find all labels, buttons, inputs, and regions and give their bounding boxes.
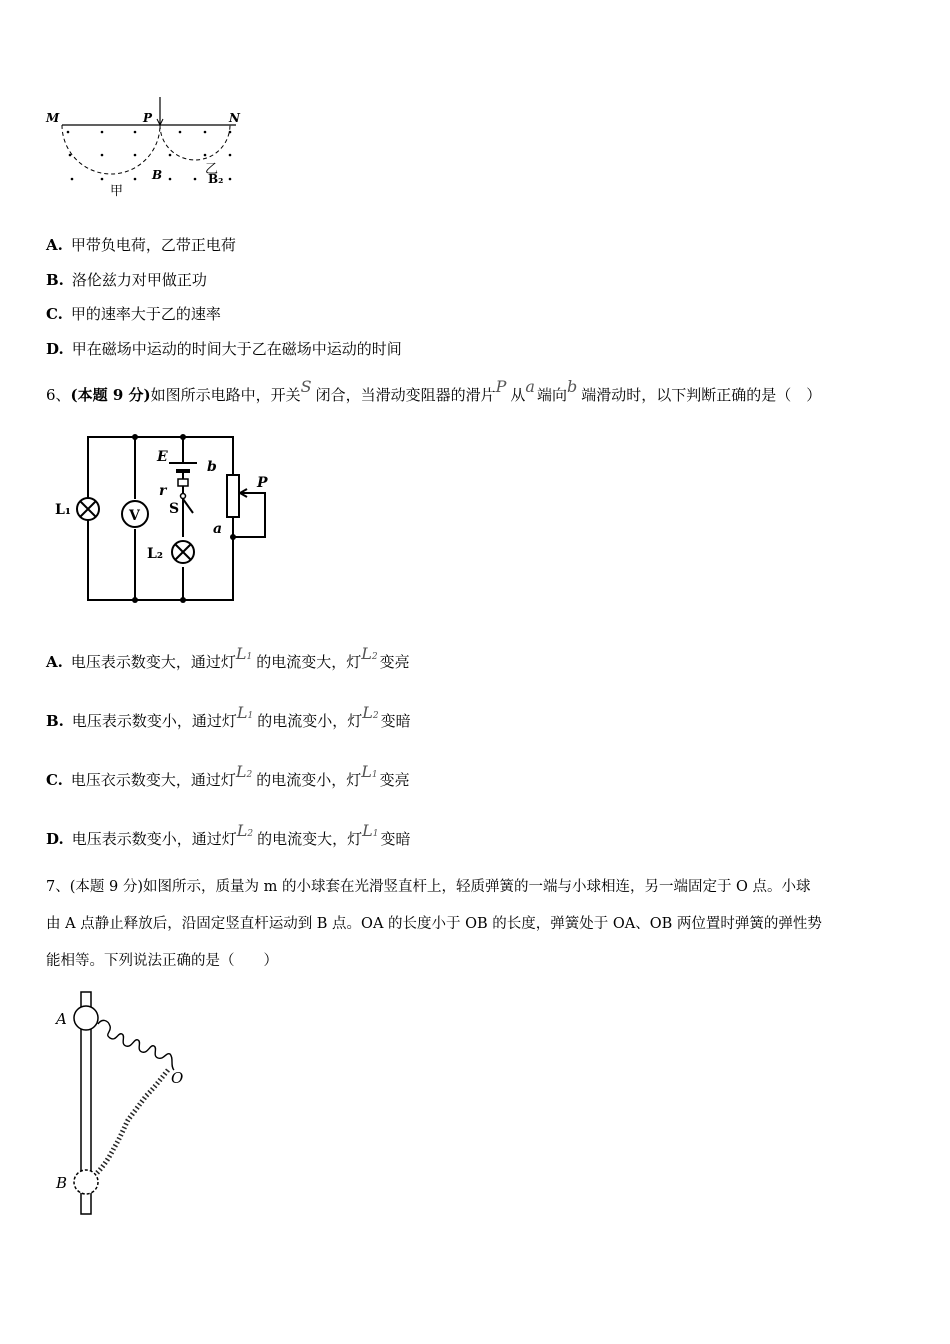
question-score: (本题 9 分) xyxy=(70,386,151,404)
fig2-label-P: P xyxy=(257,475,268,491)
option-text: 的电流变小，灯 xyxy=(256,771,362,789)
lamp-subscript: 1 xyxy=(371,770,378,780)
lamp-symbol xyxy=(237,703,253,722)
lamp-symbol xyxy=(361,644,377,663)
option-text: 变亮 xyxy=(379,771,410,789)
circuit-figure xyxy=(45,425,295,620)
option-letter: D. xyxy=(46,340,64,358)
lamp-symbol xyxy=(236,644,252,663)
fig2-label-L1: L₁ xyxy=(55,502,71,518)
option-letter: C. xyxy=(46,771,63,789)
lamp-symbol xyxy=(236,762,252,781)
option-letter: B. xyxy=(46,271,64,289)
option-text: 甲的速率大于乙的速率 xyxy=(70,305,221,323)
q7-stem-line-1: 7、(本题 9 分)如图所示，质量为 m 的小球套在光滑竖直杆上，轻质弹簧的一端与小球相连，另一端固定于 O 点。小球 xyxy=(46,879,811,895)
fig1-label-B: B xyxy=(152,168,163,182)
lamp-symbol xyxy=(237,821,253,840)
lamp-subscript: 1 xyxy=(372,829,379,839)
q6-option-a xyxy=(46,644,410,675)
fig3-label-O: O xyxy=(171,1069,184,1087)
lamp-letter: L xyxy=(235,762,247,781)
option-text: 甲在磁场中运动的时间大于乙在磁场中运动的时间 xyxy=(71,340,402,358)
lamp-subscript: 2 xyxy=(372,711,379,721)
lamp-letter: L xyxy=(236,821,248,840)
stem-text: 如图所示电路中，开关 xyxy=(150,386,301,404)
stem-text: 从 xyxy=(510,386,526,404)
fig3-label-B: B xyxy=(56,1174,68,1192)
fig1-label-jia: 甲 xyxy=(110,184,124,199)
fig1-label-B2: B₂ xyxy=(208,172,224,186)
fig2-label-a: a xyxy=(213,521,223,537)
option-text: 变暗 xyxy=(380,712,411,730)
fig1-label-yi: 乙 xyxy=(205,162,219,177)
q6-option-b xyxy=(46,703,411,734)
option-letter: B. xyxy=(46,712,64,730)
option-text: 变暗 xyxy=(380,830,411,848)
fig3-label-A: A xyxy=(56,1010,67,1028)
option-text: 甲带负电荷，乙带正电荷 xyxy=(70,236,236,254)
lamp-subscript: 2 xyxy=(247,829,254,839)
option-text: 电压表示数变大，通过灯 xyxy=(70,653,236,671)
fig1-label-N: N xyxy=(229,111,240,125)
magnetic-field-figure xyxy=(40,95,250,205)
fig2-label-E: E xyxy=(157,449,168,465)
lamp-letter: L xyxy=(362,821,373,840)
q6-stem xyxy=(46,377,822,405)
fig2-label-r: r xyxy=(159,483,167,499)
lamp-subscript: 1 xyxy=(247,711,254,721)
option-text: 的电流变大，灯 xyxy=(257,830,363,848)
q5-option-a xyxy=(46,235,236,255)
q7-stem-line-3: 能相等。下列说法正确的是（ ） xyxy=(46,953,278,969)
lamp-symbol xyxy=(362,821,378,840)
q6-option-c xyxy=(46,762,410,793)
stem-text: 闭合，当滑动变阻器的滑片 xyxy=(315,386,496,404)
option-text: 电压衣示数变大，通过灯 xyxy=(70,771,236,789)
symbol-b: b xyxy=(566,377,578,396)
symbol-P: P xyxy=(495,377,507,396)
option-text: 的电流变小，灯 xyxy=(257,712,363,730)
stem-text: 端滑动时，以下判断正确的是（ ） xyxy=(581,386,822,404)
q5-option-c xyxy=(46,304,221,324)
fig2-label-V: V xyxy=(129,508,140,524)
lamp-letter: L xyxy=(235,644,247,663)
option-text: 的电流变大，灯 xyxy=(256,653,362,671)
option-letter: C. xyxy=(46,305,63,323)
option-text: 电压表示数变小，通过灯 xyxy=(71,712,237,730)
lamp-subscript: 2 xyxy=(371,652,378,662)
lamp-letter: L xyxy=(362,703,373,722)
fig2-label-b: b xyxy=(207,459,217,475)
lamp-letter: L xyxy=(361,762,372,781)
fig1-label-P: P xyxy=(143,111,153,125)
fig2-label-L2: L₂ xyxy=(147,546,163,562)
option-text: 电压表示数变小，通过灯 xyxy=(71,830,237,848)
q5-option-b xyxy=(46,270,207,290)
stem-text: 端向 xyxy=(536,386,567,404)
spring-rod-figure xyxy=(50,988,200,1220)
lamp-subscript: 1 xyxy=(246,652,253,662)
lamp-symbol xyxy=(361,762,377,781)
fig1-label-M: M xyxy=(46,111,60,125)
lamp-subscript: 2 xyxy=(246,770,253,780)
option-text: 变亮 xyxy=(379,653,410,671)
lamp-letter: L xyxy=(361,644,372,663)
option-letter: A. xyxy=(46,236,63,254)
option-letter: D. xyxy=(46,830,64,848)
lamp-letter: L xyxy=(236,703,248,722)
symbol-S: S xyxy=(300,377,312,396)
question-number: 6、 xyxy=(46,386,71,404)
lamp-symbol xyxy=(362,703,378,722)
q6-option-d xyxy=(46,821,411,852)
q7-stem-line-2: 由 A 点静止释放后，沿固定竖直杆运动到 B 点。OA 的长度小于 OB 的长度，弹簧处于 OA、OB 两位置时弹簧的弹性势 xyxy=(46,916,822,932)
option-letter: A. xyxy=(46,653,63,671)
symbol-a: a xyxy=(525,377,535,396)
option-text: 洛伦兹力对甲做正功 xyxy=(71,271,207,289)
fig2-label-S: S xyxy=(169,501,180,517)
q5-option-d xyxy=(46,339,402,359)
